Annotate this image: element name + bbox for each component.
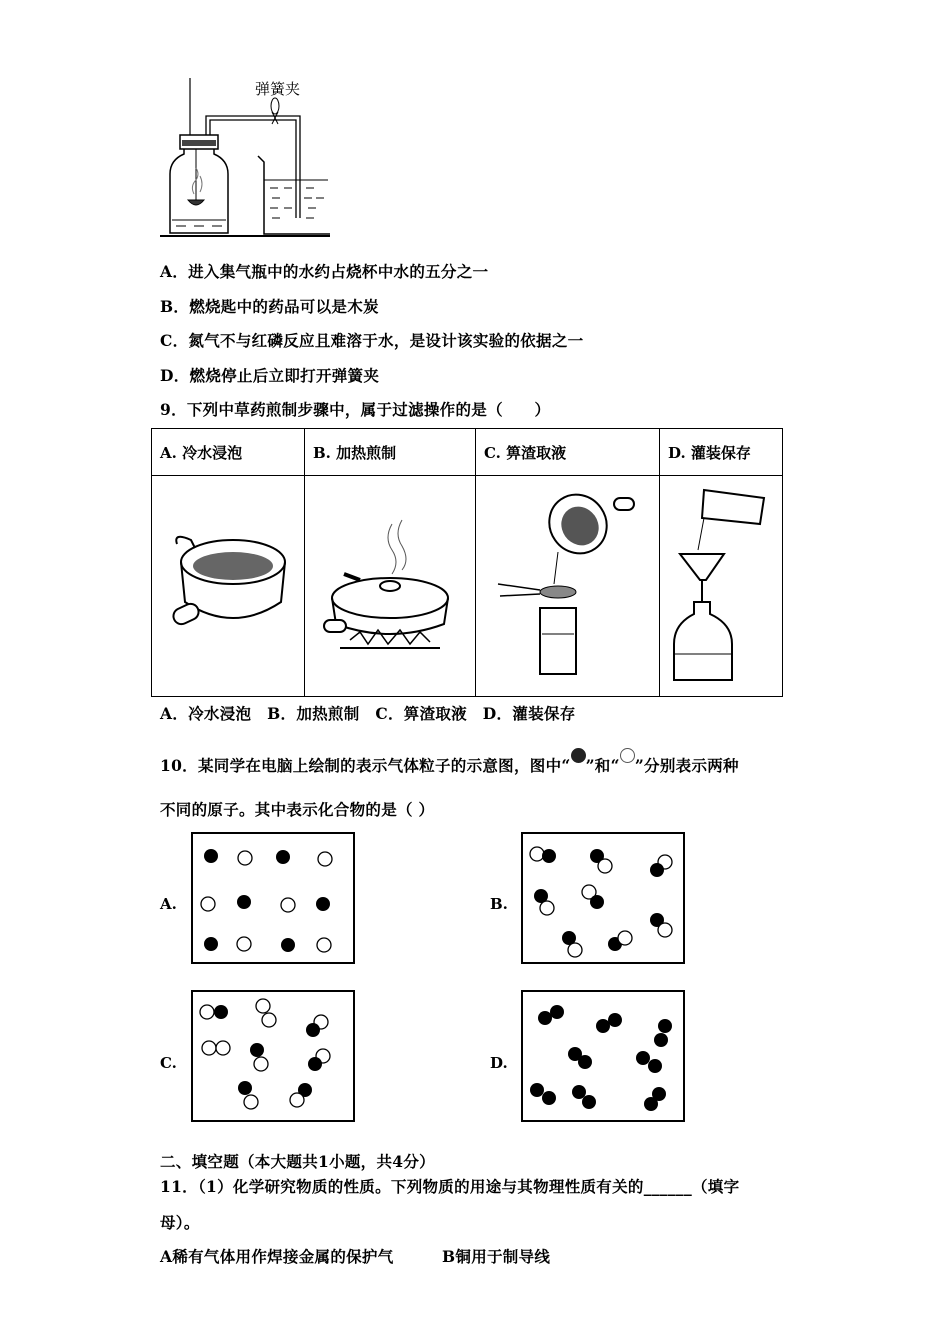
q8-option-b: B．燃烧匙中的药品可以是木炭 (160, 297, 379, 316)
q9-header-c: C. 箅渣取液 (476, 429, 660, 476)
q10-label-c: C. (160, 1054, 177, 1072)
filled-atom-icon (571, 748, 586, 763)
q11-option-a: A稀有气体用作焊接金属的保护气 (160, 1247, 394, 1266)
strain-liquid-icon (476, 476, 660, 697)
q10-stem-line1 (160, 748, 739, 776)
bottle-funnel-icon (660, 476, 783, 697)
q8-option-a: A．进入集气瓶中的水约占烧杯中水的五分之一 (160, 262, 489, 281)
particle-box-c (191, 990, 355, 1122)
q9-options-line: A．冷水浸泡 B．加热煎制 C．箅渣取液 D．灌装保存 (160, 704, 576, 723)
q10-stem-part2: ”和“ (585, 756, 620, 775)
q11-line2: 母）。 (160, 1213, 200, 1232)
q9-header-a: A. 冷水浸泡 (152, 429, 305, 476)
particle-box-b (521, 832, 685, 964)
q9-header-d: D. 灌装保存 (660, 429, 783, 476)
stove-pot-icon (305, 476, 476, 697)
q9-header-b: B. 加热煎制 (305, 429, 476, 476)
soaking-pot-icon (152, 476, 305, 697)
q9-stem: 9．下列中草药煎制步骤中，属于过滤操作的是（ ） (160, 400, 551, 419)
q10-stem-part1: 10．某同学在电脑上绘制的表示气体粒子的示意图，图中“ (160, 756, 571, 775)
q11-option-b: B铜用于制导线 (442, 1247, 551, 1266)
q11-line1: 11．（1）化学研究物质的性质。下列物质的用途与其物理性质有关的______（填字 (160, 1177, 740, 1196)
q8-option-c: C．氮气不与红磷反应且难溶于水，是设计该实验的依据之一 (160, 331, 584, 350)
q9-table (151, 428, 783, 697)
q10-label-b: B. (490, 895, 508, 913)
spring-clip-label: 弹簧夹 (255, 80, 301, 98)
q10-label-d: D. (490, 1054, 508, 1072)
q10-label-a: A. (160, 895, 177, 913)
q10-stem-part3: ”分别表示两种 (634, 756, 739, 775)
section2-title: 二、填空题（本大题共1小题，共4分） (160, 1152, 435, 1171)
particle-box-a (191, 832, 355, 964)
q8-option-d: D．燃烧停止后立即打开弹簧夹 (160, 366, 380, 385)
q10-stem-line2: 不同的原子。其中表示化合物的是（ ） (160, 800, 435, 819)
particle-box-d (521, 990, 685, 1122)
hollow-atom-icon (620, 748, 635, 763)
red-phosphorus-apparatus (160, 68, 330, 246)
